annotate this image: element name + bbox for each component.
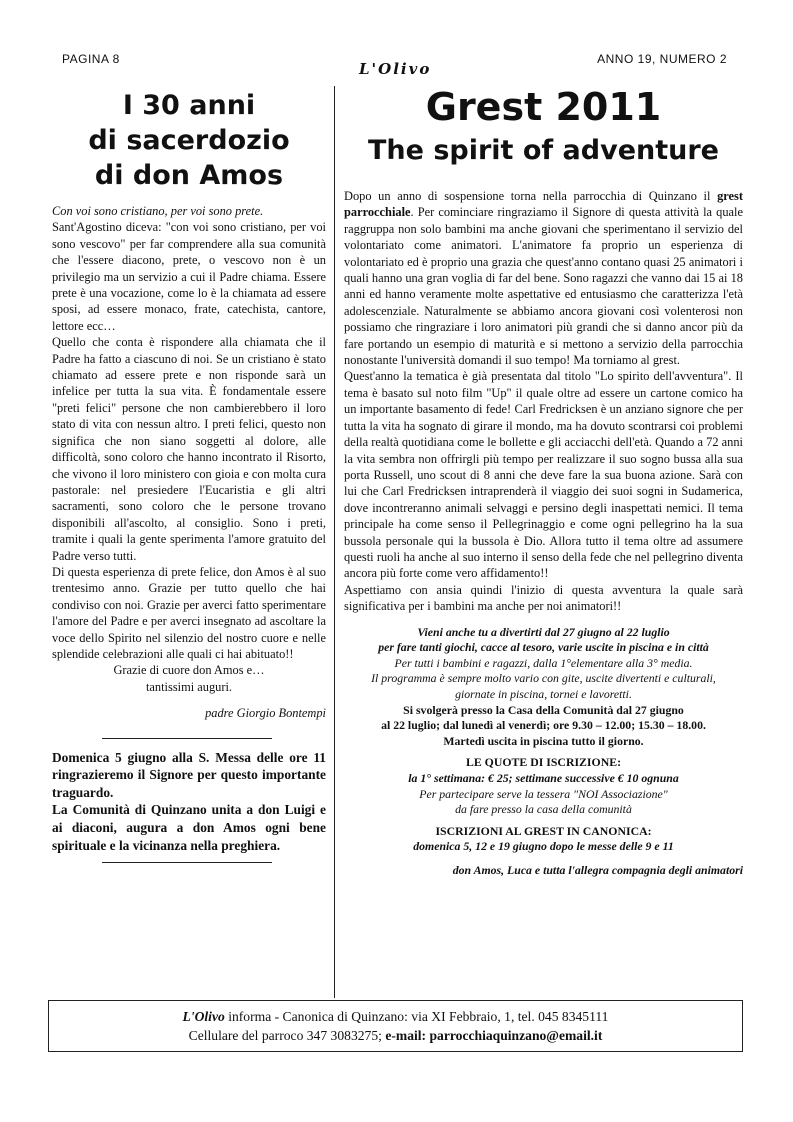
right-paragraph-1 xyxy=(344,188,743,368)
quote-note-1: Per partecipare serve la tessera "NOI Associazione" xyxy=(419,786,668,801)
promo-line-4: Il programma è sempre molto vario con gite, uscite divertenti e culturali, xyxy=(371,671,716,686)
left-title-line-2: di sacerdozio xyxy=(88,125,290,156)
page-number: PAGINA 8 xyxy=(62,52,120,66)
promo-signoff: don Amos, Luca e tutta l'allegra compagnia degli animatori xyxy=(452,862,743,877)
promo-line-2: per fare tanti giochi, cacce al tesoro, varie uscite in piscina e in città xyxy=(378,640,709,655)
footer-line-1 xyxy=(49,1007,742,1026)
separator-line xyxy=(102,738,272,739)
left-title-line-3: di don Amos xyxy=(94,160,284,191)
separator-line xyxy=(102,862,272,863)
left-title-line-1: I 30 anni xyxy=(122,90,256,121)
right-p1-end: . Per cominciare ringraziamo il Signore di questa attività la quale raggruppa non solo bambini ma anche giovani che sperimentano il servizio del volontariato come animatori. L'animatore fa proprio un esperienza di volontariato ed è proprio una grazia che quest'anno contano quasi 25 animatori i quali hanno una gran voglia di far del bene. Sono ragazzi che vanno dai 15 ai 18 anni ed hanno veramente molte aspettative ed entusiasmo che caratterizza l'età adolescenziale. Naturalmente se abbiamo ancora giovani così volenterosi non possiamo che ringraziare i loro animatori più grandi che si danno ancor più da fare portando un esempio di maturità e si mettono a servizio della parrocchia nonostante l'università domandi il suo tempo! Ma torniamo al grest. xyxy=(344,205,743,368)
registration-title: ISCRIZIONI AL GREST IN CANONICA: xyxy=(435,823,652,838)
footer-phone: Cellulare del parroco 347 3083275; xyxy=(188,1028,386,1043)
promo-line-1: Vieni anche tu a divertirti dal 27 giugno al 22 luglio xyxy=(417,624,670,639)
footer-email-label: e-mail: xyxy=(385,1028,427,1043)
masthead-title: L'Olivo xyxy=(359,60,432,78)
right-paragraph-2: Quest'anno la tematica è già presentata dal titolo "Lo spirito dell'avventura". Il tema è basato sul noto film "Up" il quale oltre ad essere un cartone comico ha un importante basamento di fede! Carl Fredricksen è un anziano signore che per tutta la vita ha sognato di girare il mondo, ma ha dovuto scontrarsi coi problemi della realtà quotidiana come le bollette e gli acciacchi dell'età. Quando a 72 anni la vita sembra non offrirgli più tempo per realizzare il suo sogno bussa alla sua porta Russell, uno scout di 8 anni che deve fare la sua buona azione. Sarà con lui che Carl Fredricksen intraprenderà il viaggio dei suoi sogni in Sudamerica, dove incontreranno animali selvaggi e persino degli inaspettati nemici. Il tema principale ha come senso il Pellegrinaggio e come ogni pellegrino ha la sua bussola personale qui la bussola è Dio. Allora tutto il tema oltre ad assumere questi ruoli ha anche al suo interno il senso della fede che nel pellegrino diventa ancora più forte come vero affidamento!! xyxy=(344,369,743,581)
footer-brand: L'Olivo xyxy=(182,1009,225,1024)
issue-number: ANNO 19, NUMERO 2 xyxy=(597,52,727,66)
promo-line-8: Martedì uscita in piscina tutto il giorno. xyxy=(443,733,644,748)
right-p1-bold: grest parrocchiale xyxy=(344,189,743,220)
footer-email: parrocchiaquinzano@email.it xyxy=(426,1028,603,1043)
footer-line-2 xyxy=(49,1026,742,1045)
footer-address: informa - Canonica di Quinzano: via XI Febbraio, 1, tel. 045 8345111 xyxy=(224,1009,609,1024)
quote-line: la 1° settimana: € 25; settimane successive € 10 ognuna xyxy=(408,770,679,785)
left-paragraph-2: Quello che conta è rispondere alla chiamata che il Padre ha fatto a ciascuno di noi. Se un cristiano è stato chiamato ad essere prete e non risponde sarà un infelice per tutta la sua vita. È fondamentale essere "preti felici" persone che non cambierebbero il loro stato di vita con nessun altro. I preti felici, questo non significa che non siano soggetti al dolore, alle difficoltà, sono coloro che hanno incontrato il Risorto, che vivono il loro ministero con gioia e con molta cura pastorale: nel presiedere l'Eucaristia e gli altri sacramenti, sono coloro che le persone trovano disponibili all'ascolto, al consiglio. Sono i preti, tramite i quali la gente sperimenta l'amore gratuito del Padre verso tutti. xyxy=(52,335,326,563)
right-paragraph-3: Aspettiamo con ansia quindi l'inizio di questa avventura la quale sarà significativa per i bambini ma anche per noi animatori!! xyxy=(344,582,743,614)
grest-info-box xyxy=(344,625,743,879)
promo-line-3: Per tutti i bambini e ragazzi, dalla 1°elementare alla 3° media. xyxy=(394,655,693,670)
left-closing-1: Grazie di cuore don Amos e… xyxy=(113,663,265,678)
left-paragraph-1: Sant'Agostino diceva: "con voi sono cristiano, per voi sono vescovo" per far comprendere alla sua comunità che l'essere diacono, prete, o vescovo non è un privilegio ma un servizio a cui il Padre chiama. Essere prete è una vocazione, come lo è la chiamata ad essere sposi, ad essere monaco, frate, catechista, cantore, lettore ecc… xyxy=(52,220,326,333)
right-p1-start: Dopo un anno di sospensione torna nella parrocchia di Quinzano il xyxy=(344,189,718,203)
column-divider xyxy=(334,86,335,998)
right-article-title: Grest 2011 xyxy=(425,85,662,129)
registration-line: domenica 5, 12 e 19 giugno dopo le messe delle 9 e 11 xyxy=(413,839,674,854)
promo-line-5: giornate in piscina, tornei e lavoretti. xyxy=(455,686,632,701)
footer-box xyxy=(48,1000,743,1052)
notice-paragraph-1: Domenica 5 giugno alla S. Messa delle ore 11 ringrazieremo il Signore per questo importante traguardo. xyxy=(52,749,326,800)
left-signature: padre Giorgio Bontempi xyxy=(205,706,326,721)
promo-line-6: Si svolgerà presso la Casa della Comunità dal 27 giugno xyxy=(403,702,684,717)
right-column xyxy=(344,84,743,878)
quote-title: LE QUOTE DI ISCRIZIONE: xyxy=(465,755,622,770)
right-article-subtitle: The spirit of adventure xyxy=(367,135,719,166)
notice-paragraph-2: La Comunità di Quinzano unita a don Luigi e ai diaconi, augura a don Amos ogni bene spirituale e la vicinanza nella preghiera. xyxy=(52,802,326,853)
left-closing-2: tantissimi auguri. xyxy=(145,679,233,694)
left-intro-quote: Con voi sono cristiano, per voi sono prete. xyxy=(52,204,264,218)
left-column xyxy=(52,88,326,863)
left-paragraph-3: Di questa esperienza di prete felice, don Amos è al suo trentesimo anno. Grazie per tutto quello che hai condiviso con noi. Grazie per averci fatto sperimentare l'amore del Padre e per averci insegnato ad ascoltare la voce dello Spirito nel silenzio del nostro cuore e nelle splendide celebrazioni alle quali ci hai abituato!! xyxy=(52,564,326,661)
left-article-title xyxy=(52,88,326,193)
quote-note-2: da fare presso la casa della comunità xyxy=(455,802,632,817)
promo-line-7: al 22 luglio; dal lunedì al venerdì; ore 9.30 – 12.00; 15.30 – 18.00. xyxy=(381,718,706,733)
